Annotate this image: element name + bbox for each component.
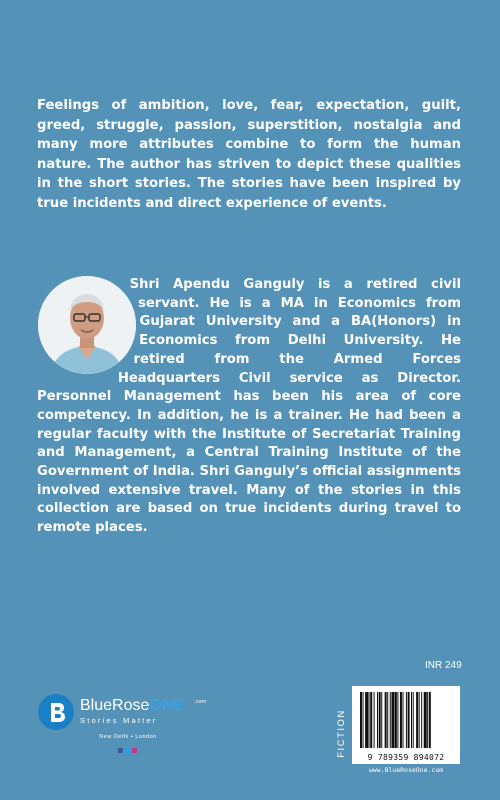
barcode-bar (365, 692, 368, 748)
barcode-bar (363, 692, 364, 748)
genre-label (331, 688, 351, 778)
barcode-bar (427, 692, 428, 748)
barcode-bar (411, 692, 412, 748)
isbn-barcode (352, 686, 460, 764)
bluerose-logo-icon (38, 694, 74, 730)
barcode-bar (408, 692, 410, 748)
barcode-bar (406, 692, 407, 748)
author-bio (37, 276, 461, 538)
author-bio-text: Shri Apendu Ganguly is a retired civil servant. He is a MA in Economics from Gujarat University and a BA(Honors) in Economics from Delhi University. He retired from the Armed Forces Headquarters Civil service as Director. Personnel Management has been his area of core competency. In addition, he is a trainer. He had been a regular faculty with the Institute of Secretariat Training and Management, a Central Training Institute of the Government of India. Shri Ganguly’s official assignments involved extensive travel. Many of the stories in this collection are based on true incidents during travel to remote places. (37, 277, 461, 536)
barcode-bar (413, 692, 414, 748)
barcode-bar (400, 692, 402, 748)
barcode-bar (416, 692, 418, 748)
publisher-name-accent: ONE (149, 697, 185, 714)
barcode-bar (385, 692, 387, 748)
back-cover-blurb: Feelings of ambition, love, fear, expectation, guilt, greed, struggle, passion, superstition, nostalgia and many more attributes combine to form the human nature. The author has striven to depict these qualities in the short stories. The stories have been inspired by true incidents and direct experience of events. (37, 98, 461, 211)
barcode-bar (421, 692, 422, 748)
barcode-bar (403, 692, 404, 748)
publisher-tagline: Stories Matter (80, 716, 158, 725)
publisher-name (80, 697, 184, 715)
barcode-bar (387, 692, 388, 748)
barcode-bar (397, 692, 398, 748)
facebook-icon (118, 748, 123, 753)
barcode-bar (390, 692, 391, 748)
publisher-website: www.BlueRoseOne.com (368, 766, 444, 774)
publisher-logo (38, 692, 218, 772)
genre-text: FICTION (335, 708, 347, 758)
barcode-bar (391, 692, 394, 748)
barcode-bar (395, 692, 397, 748)
barcode-bar (424, 692, 427, 748)
barcode-bar (369, 692, 370, 748)
isbn-number: 9 789359 894072 (367, 753, 445, 762)
barcode-bars (360, 692, 452, 748)
barcode-bar (379, 692, 381, 748)
price-label: INR 249 (425, 660, 462, 671)
publisher-name-main: BlueRose (80, 697, 150, 714)
publisher-domain: .com (194, 699, 207, 705)
barcode-bar (374, 692, 375, 748)
barcode-bar (370, 692, 372, 748)
publisher-offices: New Delhi • London (99, 734, 157, 740)
barcode-bar (360, 692, 362, 748)
barcode-bar (377, 692, 378, 748)
barcode-bar (381, 692, 382, 748)
social-icons (118, 748, 137, 753)
twitter-icon (125, 748, 130, 753)
barcode-bar (429, 692, 431, 748)
barcode-bar (419, 692, 420, 748)
instagram-icon (132, 748, 137, 753)
